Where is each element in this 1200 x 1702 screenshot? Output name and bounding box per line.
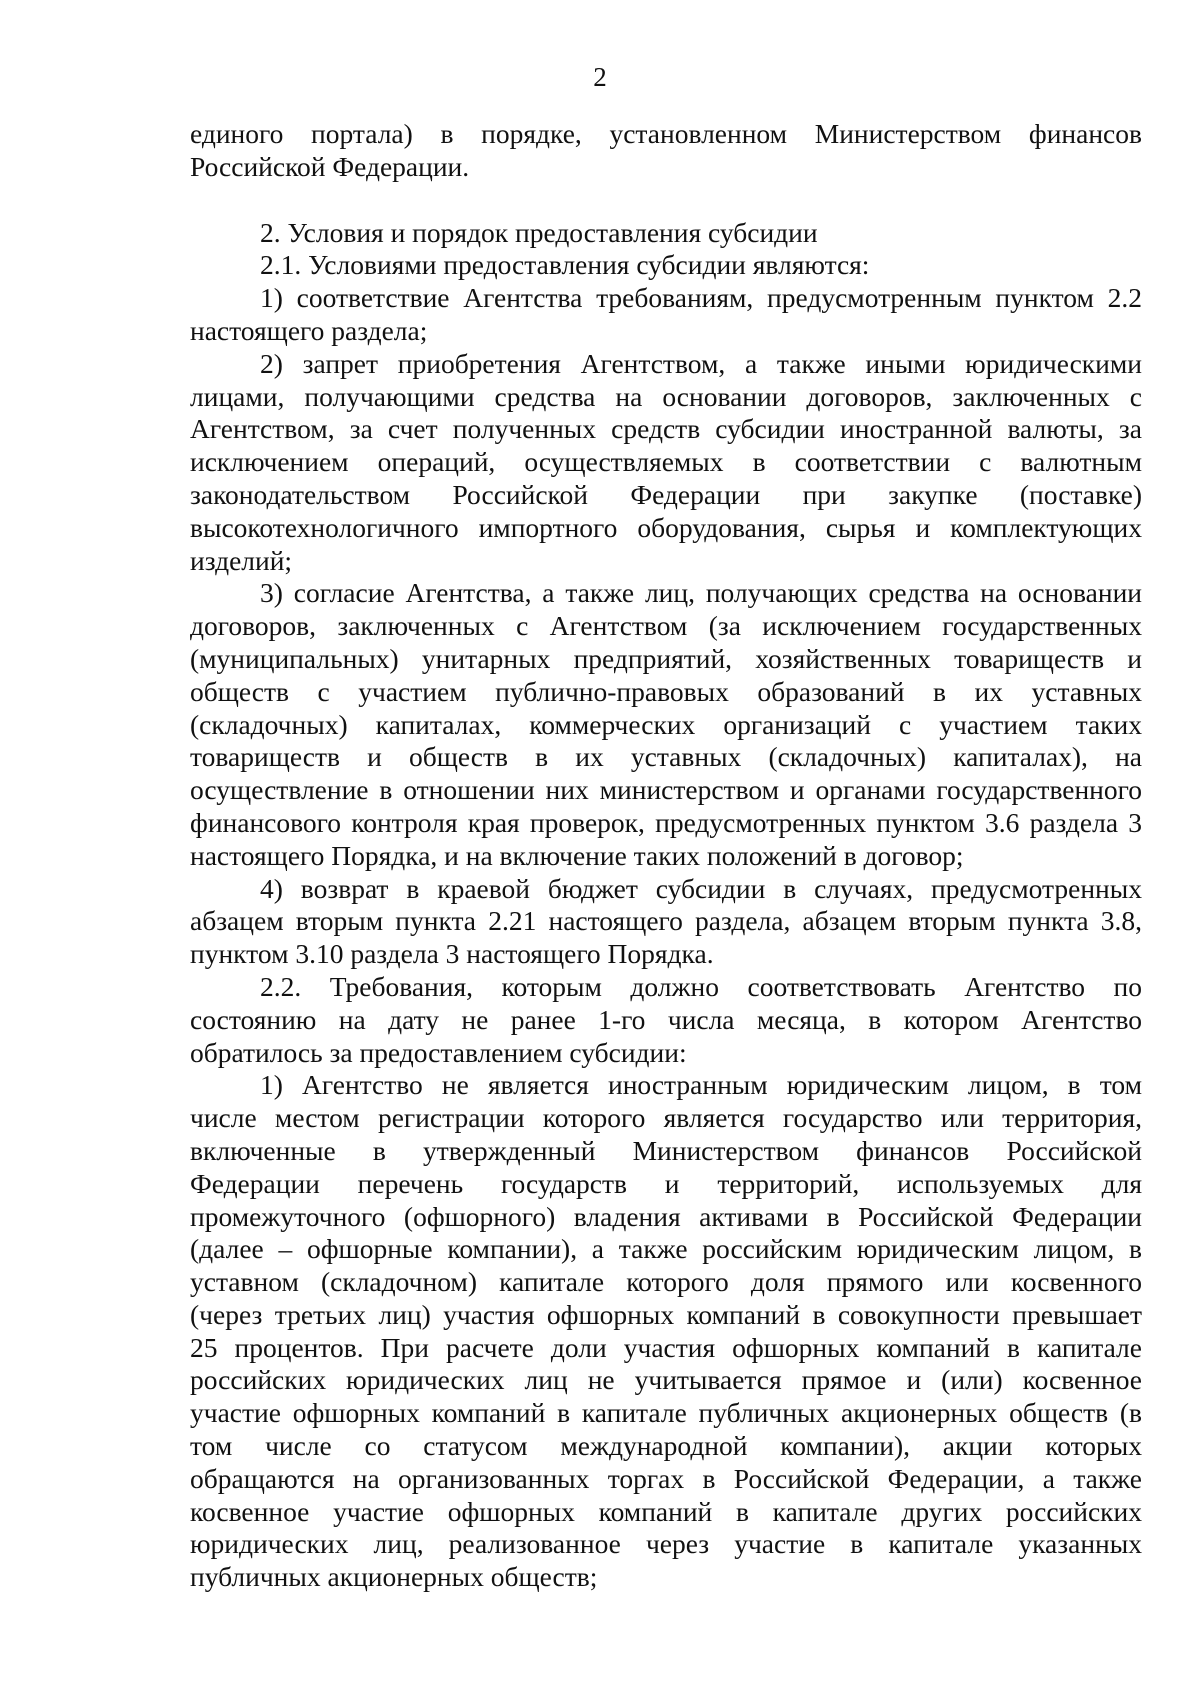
text-line: законодательством Российской Федерации при закупке (поставке): [190, 478, 1142, 510]
text-line: том числе со статусом международной компании), акции которых: [190, 1430, 1142, 1462]
text-line: состоянию на дату не ранее 1-го числа месяца, в котором Агентство: [190, 1003, 1142, 1035]
text-line: юридических лиц, реализованное через участие в капитале указанных: [190, 1528, 1142, 1560]
text-line: 25 процентов. При расчете доли участия офшорных компаний в капитале: [190, 1331, 1142, 1363]
text-line: 1) соответствие Агентства требованиям, предусмотренным пунктом 2.2: [260, 282, 1142, 314]
text-line: абзацем вторым пункта 2.21 настоящего раздела, абзацем вторым пункта 3.8,: [190, 905, 1142, 937]
text-line: настоящего раздела;: [190, 314, 428, 346]
text-line: настоящего Порядка, и на включение таких положений в договор;: [190, 839, 964, 871]
text-line: пунктом 3.10 раздела 3 настоящего Порядка.: [190, 938, 714, 970]
blank-line: [190, 184, 1142, 217]
text-line: 2) запрет приобретения Агентством, а также иными юридическими: [260, 347, 1142, 379]
text-line: товариществ и обществ в их уставных (складочных) капиталах), на: [190, 741, 1142, 773]
text-line: российских юридических лиц не учитывается прямое и (или) косвенное: [190, 1364, 1142, 1396]
text-line: Российской Федерации.: [190, 150, 470, 182]
text-line: (муниципальных) унитарных предприятий, хозяйственных товариществ и: [190, 642, 1142, 674]
text-line: договоров, заключенных с Агентством (за исключением государственных: [190, 610, 1142, 642]
text-line: высокотехнологичного импортного оборудования, сырья и комплектующих: [190, 511, 1142, 543]
text-line: 4) возврат в краевой бюджет субсидии в случаях, предусмотренных: [260, 872, 1142, 904]
text-line: уставном (складочном) капитале которого доля прямого или косвенного: [190, 1266, 1142, 1298]
text-line: (далее – офшорные компании), а также российским юридическим лицом, в: [190, 1233, 1142, 1265]
text-line: Агентством, за счет полученных средств субсидии иностранной валюты, за: [190, 413, 1142, 445]
document-body: [190, 118, 1142, 1594]
text-line: (складочных) капиталах, коммерческих организаций с участием таких: [190, 708, 1142, 740]
text-line: (через третьих лиц) участия офшорных компаний в совокупности превышает: [190, 1298, 1142, 1330]
text-line: публичных акционерных обществ;: [190, 1561, 598, 1593]
text-line: изделий;: [190, 544, 293, 576]
text-line: обращаются на организованных торгах в Российской Федерации, а также: [190, 1462, 1142, 1494]
text-line: включенные в утвержденный Министерством финансов Российской: [190, 1134, 1142, 1166]
text-line: 3) согласие Агентства, а также лиц, получающих средства на основании: [260, 577, 1142, 609]
text-line: лицами, получающими средства на основании договоров, заключенных с: [190, 380, 1142, 412]
text-line: 2.2. Требования, которым должно соответствовать Агентство по: [260, 970, 1142, 1002]
text-line: участие офшорных компаний в капитале публичных акционерных обществ (в: [190, 1397, 1142, 1429]
text-line: осуществление в отношении них министерством и органами государственного: [190, 774, 1142, 806]
text-line: финансового контроля края проверок, предусмотренных пунктом 3.6 раздела 3: [190, 806, 1142, 838]
text-line: обществ с участием публично-правовых образований в их уставных: [190, 675, 1142, 707]
text-line: косвенное участие офшорных компаний в капитале других российских: [190, 1495, 1142, 1527]
text-line: 1) Агентство не является иностранным юридическим лицом, в том: [260, 1069, 1142, 1101]
text-line: числе местом регистрации которого является государство или территория,: [190, 1102, 1142, 1134]
text-line: промежуточного (офшорного) владения активами в Российской Федерации: [190, 1200, 1142, 1232]
text-line: исключением операций, осуществляемых в соответствии с валютным: [190, 446, 1142, 478]
text-line: обратилось за предоставлением субсидии:: [190, 1036, 687, 1068]
text-line: единого портала) в порядке, установленном Министерством финансов: [190, 118, 1142, 149]
page-number: 2: [593, 62, 607, 92]
section-heading: 2. Условия и порядок предоставления субсидии: [260, 216, 818, 248]
text-line: Федерации перечень государств и территорий, используемых для: [190, 1167, 1142, 1199]
text-line: 2.1. Условиями предоставления субсидии являются:: [260, 249, 870, 281]
